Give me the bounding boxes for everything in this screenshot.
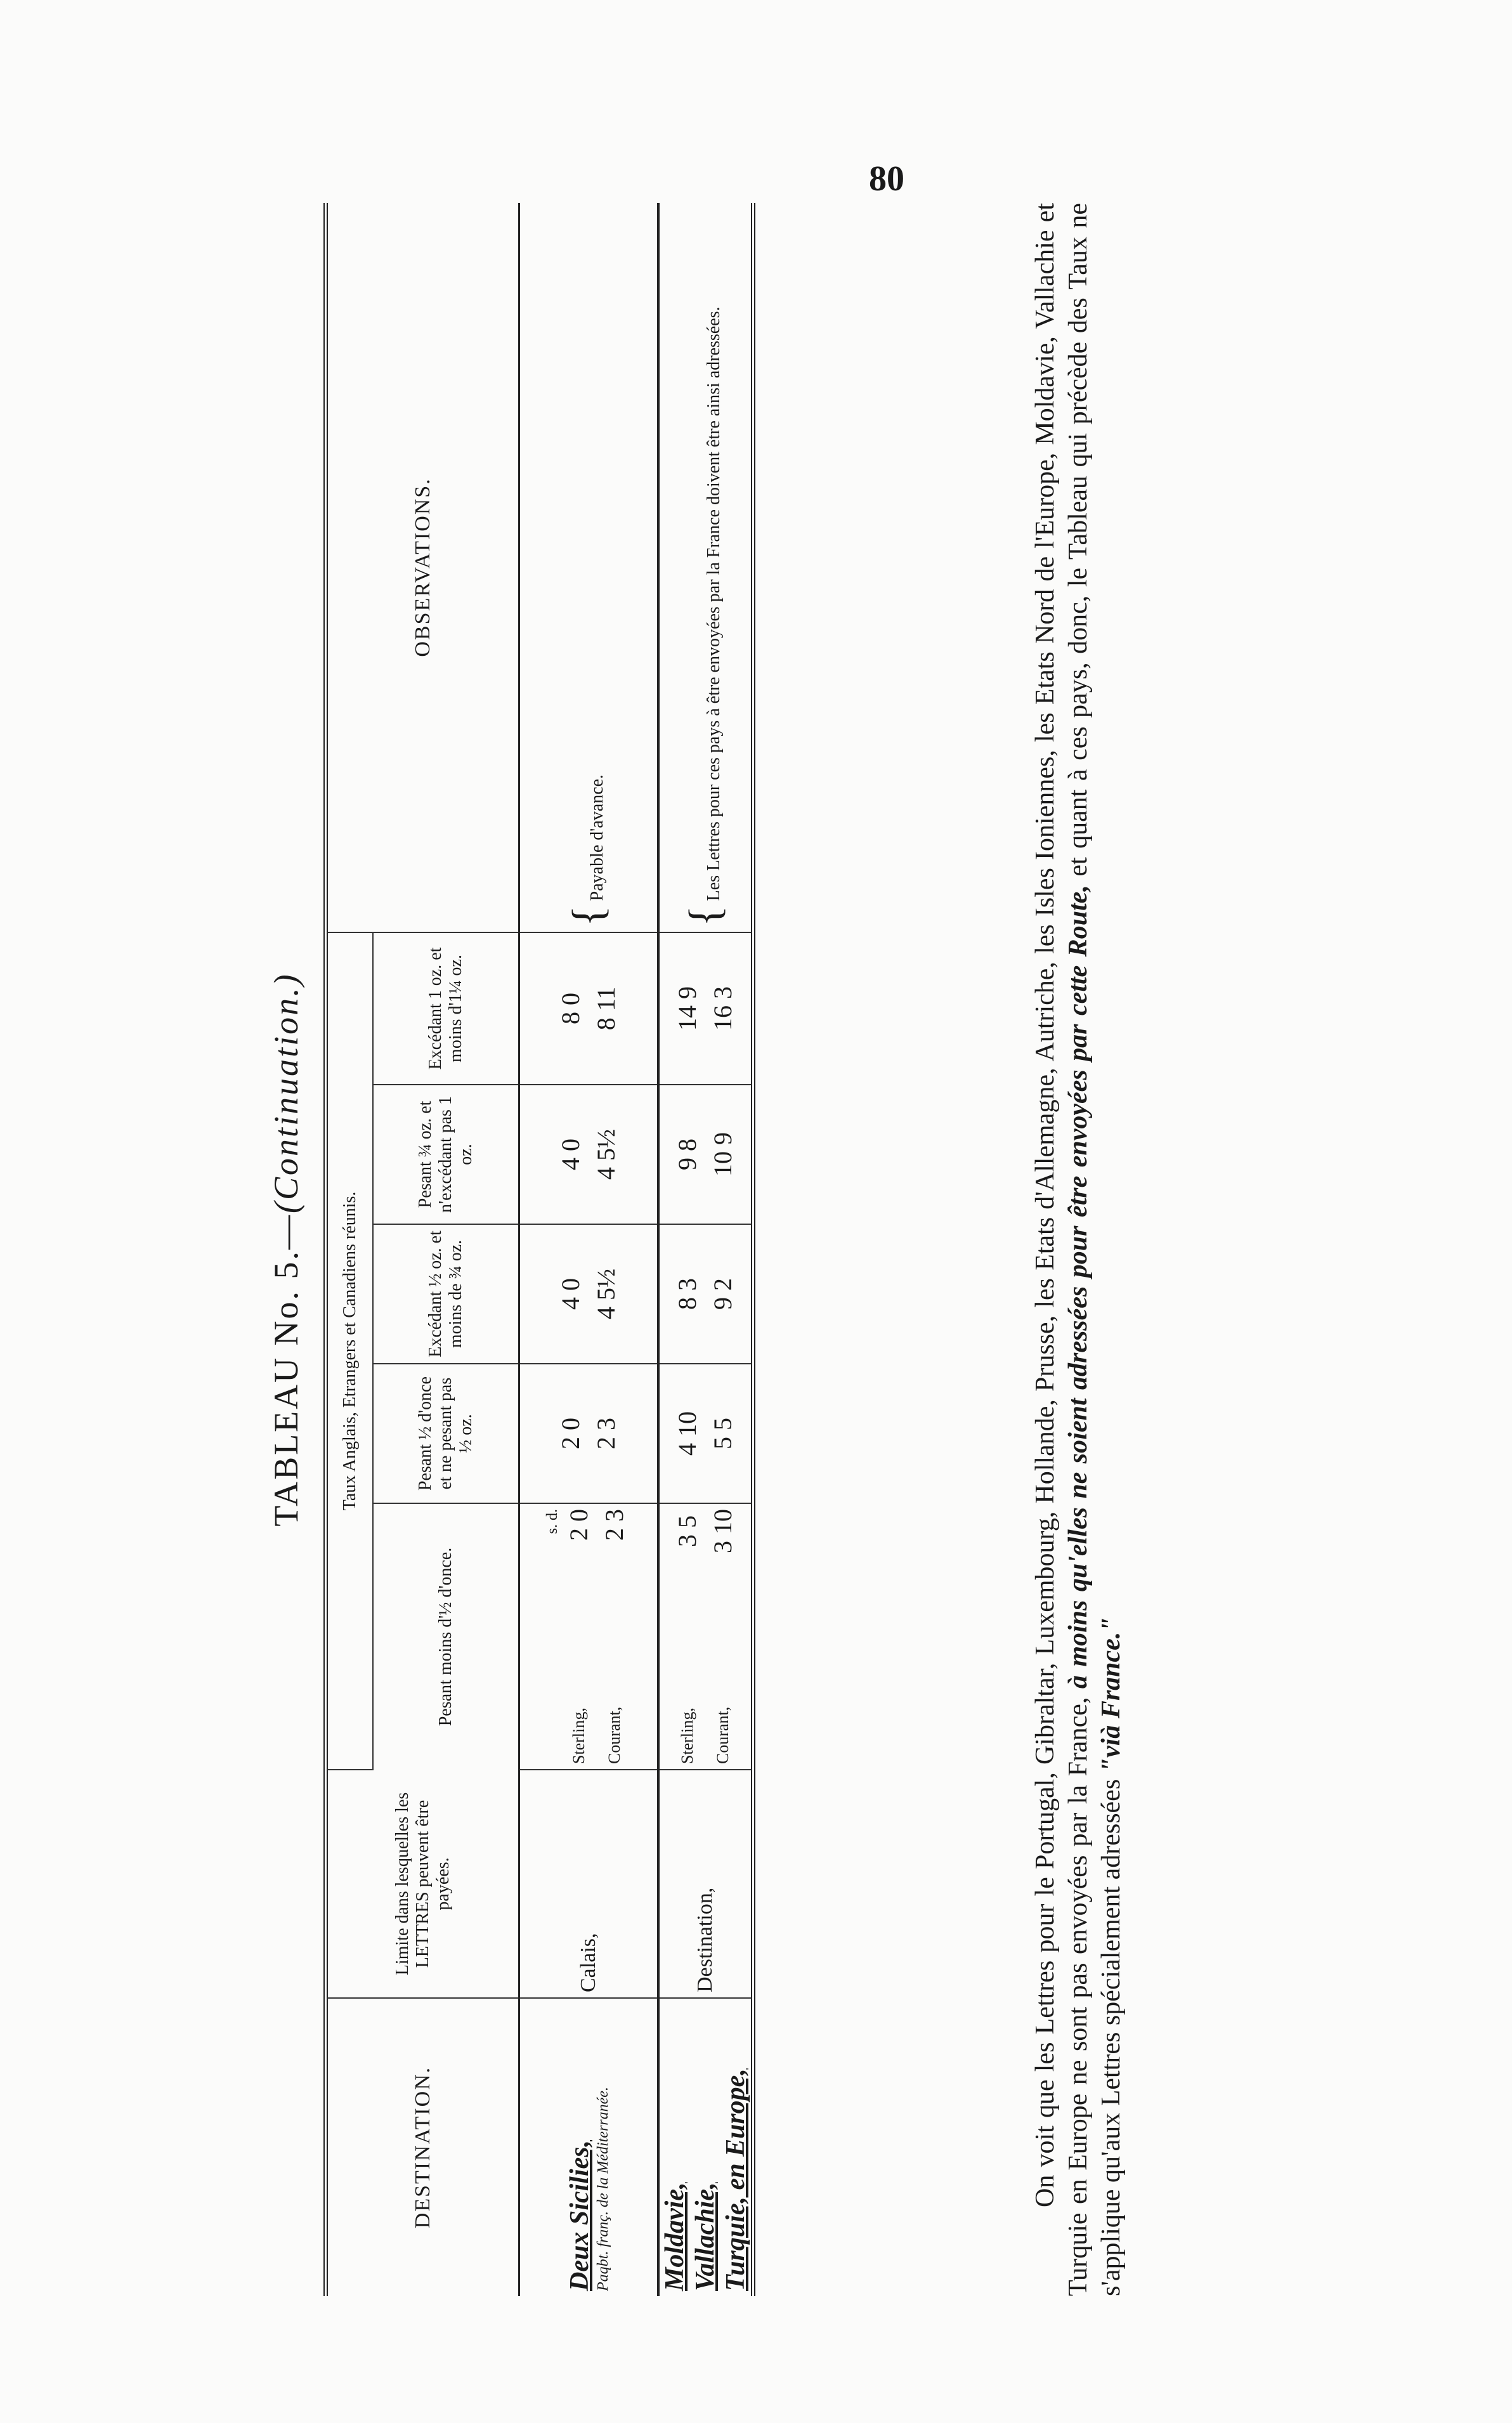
header-col5: Excédant 1 oz. et moins d'1¼ oz. [373,932,519,1085]
destination-name: Deux Sicilies, [565,2140,595,2291]
cell-limit-group [658,1770,753,1998]
value: 16 3 [708,986,737,1031]
brace-glyph: { [681,905,729,927]
footer-emphasis2: "vià France." [1097,1617,1126,1773]
kind-sterling: Sterling, [570,1708,589,1764]
cell-col2-sicilies [519,1364,658,1503]
header-observations: OBSERVATIONS. [326,203,519,932]
rates-table [323,203,755,2296]
cell-limit-sicilies [519,1770,658,1998]
value: 4 5½ [591,1269,620,1319]
cell-col3-group [658,1224,753,1364]
value: 2 3 [600,1509,629,1541]
value: 14 9 [673,986,701,1031]
destination-name: Turquie, en Europe, [721,2068,750,2291]
value: 2 0 [556,1418,585,1449]
value: 9 2 [708,1278,737,1310]
header-destination: DESTINATION. [326,1998,519,2296]
value: 9 8 [673,1139,701,1170]
rotated-table-page [254,203,1167,2296]
observation-text: Les Lettres pour ces pays à être envoyées par la France doivent être ainsi adressées. [704,306,724,901]
table-title-main: TABLEAU No. 5.— [267,1213,305,1527]
header-col2: Pesant ½ d'once et ne pesant pas ½ oz. [373,1364,519,1503]
kind-sterling: Sterling, [678,1708,696,1764]
table-row-group [658,203,753,2296]
header-limit: Limite dans lesquelles les LETTRES peuvent être payées. [326,1770,519,1998]
table-row-sicilies [519,203,658,2296]
brace-glyph: { [563,905,613,927]
cell-col2-group [658,1364,753,1503]
footer-emphasis1: à moins qu'elles ne soient adressées pour être envoyées par cette Route, [1064,885,1093,1689]
value: 3 10 [708,1509,737,1553]
value: 8 11 [591,986,620,1031]
observation-text: Payable d'avance. [587,774,607,901]
units-label: s. d. [544,1509,561,1534]
cell-destination-group [658,1998,753,2296]
header-rates-group: Taux Anglais, Etrangers et Canadiens réunis. [326,932,374,1770]
cell-col1-group [658,1503,753,1770]
cell-col5-group [658,932,753,1085]
value: 4 5½ [591,1129,620,1180]
limit-text: Calais, [576,1933,600,1992]
destination-name: Moldavie, [660,2182,689,2291]
footer-part1: On voit que les Lettres pour le Portugal, Gibraltar, Luxembourg, Hollande, Prusse, les Etats d'Allemagne, Autriche, les Isles Ioniennes, les Etats Nord de l'Europe, Moldavie, Vallachie et Turquie en Europe ne sont pas envoyées par la France, [1031,203,1093,2296]
value: 3 5 [673,1515,701,1547]
value: 5 5 [708,1418,737,1449]
table-title-sub: (Continuation.) [267,972,305,1213]
value: 4 0 [556,1278,585,1310]
value: 4 0 [556,1139,585,1170]
cell-col1-sicilies [519,1503,658,1770]
value: 4 10 [673,1411,701,1456]
cell-col3-sicilies [519,1224,658,1364]
destination-name: Vallachie, [691,2182,720,2291]
cell-col4-group [658,1085,753,1224]
cell-col5-sicilies [519,932,658,1085]
cell-col4-sicilies [519,1085,658,1224]
header-col4: Pesant ¾ oz. et n'excédant pas 1 oz. [373,1085,519,1224]
table-title [266,203,306,2296]
value: 10 9 [708,1132,737,1177]
page-number: 80 [869,159,904,199]
value: 8 0 [556,992,585,1024]
limit-text: Destination, [693,1887,717,1992]
cell-observation-group [658,203,753,932]
header-col3: Excédant ½ oz. et moins de ¾ oz. [373,1224,519,1364]
cell-observation-sicilies [519,203,658,932]
destination-sub: Paqbt. franç. de la Méditerranée. [595,2087,612,2291]
cell-destination-sicilies [519,1998,658,2296]
value: 2 0 [564,1509,594,1541]
footer-part2: et quant à ces pays, donc, le Tableau qui précède des Taux ne s'applique qu'aux Lettres spécialement adressées [1064,203,1126,2296]
kind-courant: Courant, [605,1706,624,1764]
header-col1: Pesant moins d'½ d'once. [373,1503,519,1770]
footer-note [1029,203,1128,2296]
kind-courant: Courant, [714,1706,732,1764]
value: 2 3 [591,1418,620,1449]
value: 8 3 [673,1278,701,1310]
